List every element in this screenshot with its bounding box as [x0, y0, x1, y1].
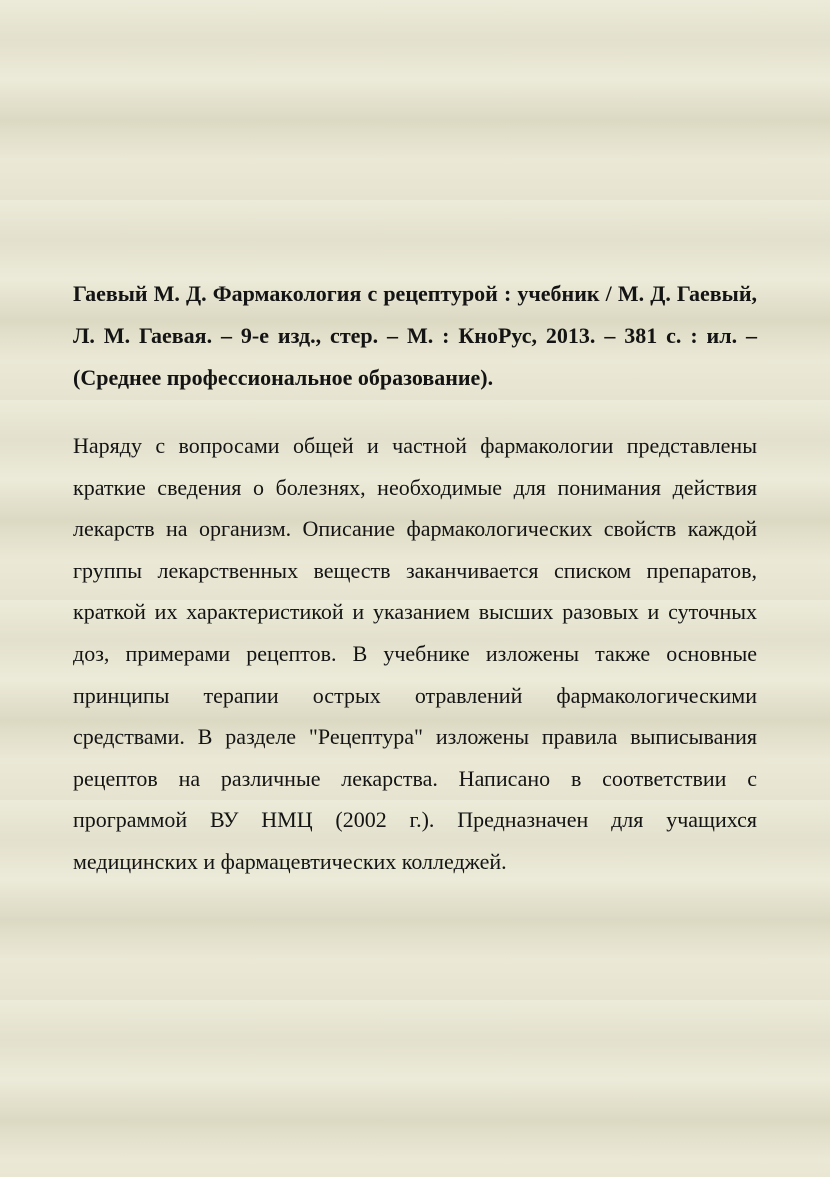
bibliographic-citation: Гаевый М. Д. Фармакология с рецептурой : учебник / М. Д. Гаевый, Л. М. Гаевая. – 9-е изд., стер. – М. : КноРус, 2013. – 381 с. : ил. – (Среднее профессиональное образование). [73, 281, 757, 390]
book-annotation: Наряду с вопросами общей и частной фармакологии представлены краткие сведения о болезнях, необходимые для понимания действия лекарств на организм. Описание фармакологических свойств каждой группы лекарственных веществ заканчивается списком препаратов, краткой их характеристикой и указанием высших разовых и суточных доз, примерами рецептов. В учебнике изложены также основные принципы терапии острых отравлений фармакологическими средствами. В разделе "Рецептура" изложены правила выписывания рецептов на различные лекарства. Написано в соответствии с программой ВУ НМЦ (2002 г.). Предназначен для учащихся медицинских и фармацевтических колледжей. [73, 433, 757, 874]
document-page [73, 273, 757, 883]
